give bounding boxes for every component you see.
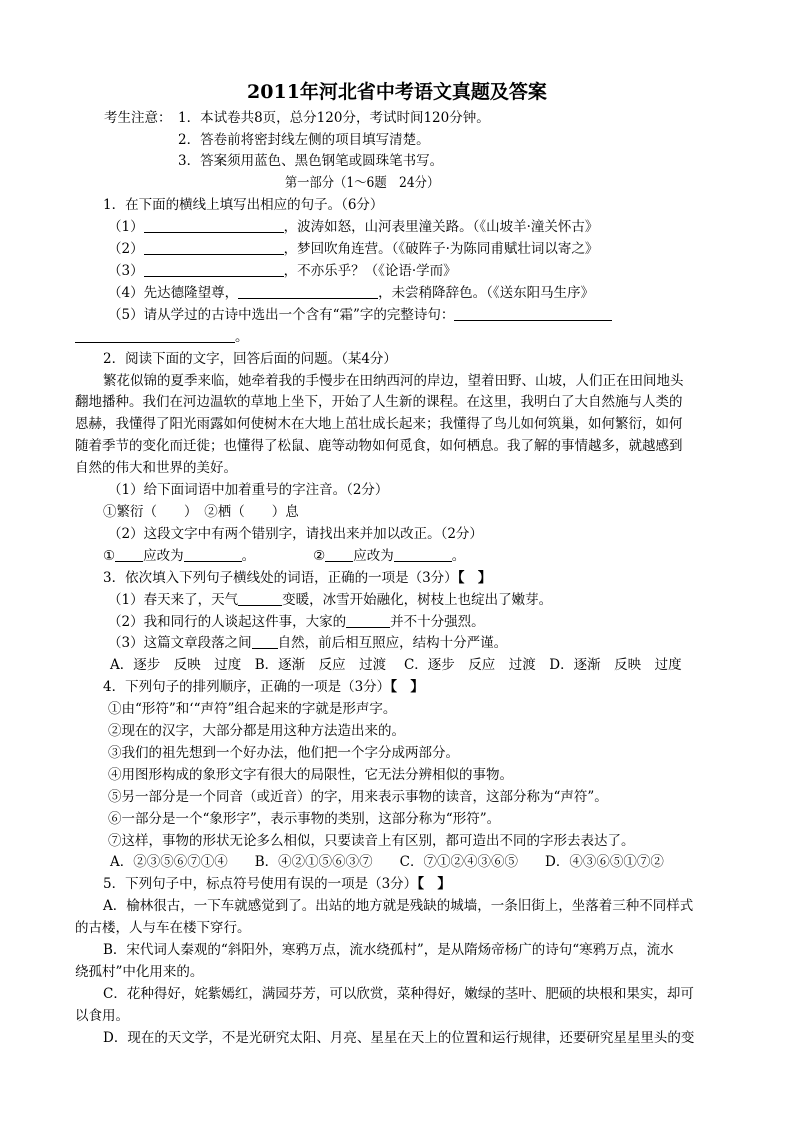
- q3-s1-end: 变暖，冰雪开始融化，树枝上也绽出了嫩芽。: [282, 592, 553, 608]
- q2-sub2-num-2: ②: [313, 548, 326, 564]
- q3-answer-bracket[interactable]: 【 】: [457, 570, 492, 586]
- q1-item-4-text: ，未尝稍降辞色。（《送东阳马生序》: [378, 285, 595, 301]
- q2-sub2-label-2: 应改为: [353, 548, 394, 564]
- q1-item-4: [108, 283, 594, 303]
- q1-blank-2[interactable]: [144, 240, 284, 255]
- q3-blank-3[interactable]: [252, 634, 278, 649]
- q5-option-a-line-2: 的古楼，人与车在楼下穿行。: [75, 920, 251, 936]
- part1-heading: 第一部分（1～6题 24分）: [284, 175, 440, 191]
- q4-options: A．②③⑤⑥⑦①④ B．④②①⑤⑥③⑦ C．⑦①②④③⑥⑤ D．④③⑥⑤①⑦②: [110, 854, 664, 870]
- q1-item-5: [108, 305, 612, 325]
- q5-option-b-line-2: 绕孤村”中化用来的。: [75, 964, 204, 980]
- q3-options: A．逐步 反映 过度 B．逐渐 反应 过渡 C．逐步 反应 过渡 D．逐渐 反映 过度: [110, 657, 682, 673]
- q3-blank-2[interactable]: [346, 613, 390, 628]
- q5-stem: 5．下列句子中，标点符号使用有误的一项是（3分）: [103, 876, 418, 892]
- q1-blank-3[interactable]: [144, 262, 284, 277]
- q2-blank-1b[interactable]: [184, 547, 242, 562]
- q3-sentence-3: [108, 633, 507, 653]
- q1-item-3-num: （3）: [108, 263, 144, 279]
- q2-sub1-items: ①繁衍（ ） ②栖（ ）息: [103, 504, 299, 520]
- q4-answer-bracket[interactable]: 【 】: [390, 679, 424, 695]
- q1-item-2-text: ，梦回吹角连营。（《破阵子·为陈同甫赋壮词以寄之》: [283, 241, 599, 257]
- q1-blank-5b[interactable]: [75, 328, 235, 343]
- q5-option-a-line-1: A．榆林很古，一下车就感觉到了。出站的地方就是残缺的城墙，一条旧街上，坐落着三种不同样式: [103, 898, 694, 914]
- q3-stem-line: [103, 568, 491, 588]
- q5-stem-line: [103, 874, 451, 894]
- q2-passage-line-2: 翻地播种。我们在河边温软的草地上坐下，开始了人生新的课程。在这里，我明白了大自然施与人类的: [75, 394, 683, 410]
- q1-item-3: [108, 261, 457, 281]
- q1-item-3-text: ，不亦乐乎？（《论语·学而》: [283, 263, 457, 279]
- q5-option-b-line-1: B．宋代词人秦观的“斜阳外，寒鸦万点，流水绕孤村”，是从隋炀帝杨广的诗句“寒鸦万点，流水: [103, 942, 674, 958]
- q4-item-3: ③我们的祖先想到一个好办法，他们把一个字分成两部分。: [108, 745, 459, 761]
- q2-sub2-num-1: ①: [103, 548, 116, 564]
- q3-s2-start: （2）我和同行的人谈起这件事，大家的: [108, 614, 347, 630]
- q4-item-6: ⑥一部分是一个“象形字”，表示事物的类别，这部分称为“形符”。: [108, 811, 501, 827]
- q1-item-1: [108, 217, 598, 237]
- q1-item-1-num: （1）: [108, 219, 144, 235]
- q2-sub2-label-1: 应改为: [143, 548, 184, 564]
- q3-stem: 3．依次填入下列句子横线处的词语，正确的一项是（3分）: [103, 570, 458, 586]
- q2-passage-line-1: 繁花似锦的夏季来临，她牵着我的手慢步在田纳西河的岸边，望着田野、山坡，人们正在田间地头: [103, 373, 684, 389]
- notice-label: 考生注意：: [104, 110, 172, 126]
- q2-sub2-end-2: 。: [451, 548, 466, 564]
- q1-blank-1[interactable]: [144, 218, 284, 233]
- q5-option-d-line-1: D．现在的天文学，不是光研究太阳、月亮、星星在天上的位置和运行规律，还要研究星星里头的变: [103, 1030, 695, 1046]
- q1-item-2: [108, 239, 598, 259]
- q2-passage-line-4: 随着季节的变化而迁徙；也懂得了松鼠、鹿等动物如何觅食，如何栖息。我了解的事情越多，就越感到: [75, 438, 683, 454]
- q4-item-5: ⑤另一部分是一个同音（或近音）的字，用来表示事物的读音，这部分称为“声符”。: [108, 789, 608, 805]
- q2-sub2-end-1: 。: [241, 548, 256, 564]
- notice-item-2: 2．答卷前将密封线左侧的项目填写清楚。: [178, 132, 430, 148]
- q4-item-7: ⑦这样，事物的形状无论多么相似，只要读音上有区别，都可造出不同的字形去表达了。: [108, 833, 635, 849]
- q3-blank-1[interactable]: [238, 591, 282, 606]
- notice-item-1: 1．本试卷共8页，总分120分，考试时间120分钟。: [178, 110, 490, 126]
- q4-item-1: ①由“形符”和‘“声符”组合起来的字就是形声字。: [108, 701, 397, 717]
- q4-item-4: ④用图形构成的象形文字有很大的局限性，它无法分辨相似的事物。: [108, 767, 513, 783]
- q3-s3-start: （3）这篇文章段落之间: [108, 635, 252, 651]
- q2-stem: 2．阅读下面的文字，回答后面的问题。（某4分）: [103, 351, 397, 367]
- q5-option-c-line-1: C．花种得好，姹紫嫣红，满园芬芳，可以欣赏，菜种得好，嫩绿的茎叶、肥硕的块根和果实，却可: [103, 986, 694, 1002]
- notice-item-3: 3．答案须用蓝色、黑色钢笔或圆珠笔书写。: [178, 153, 444, 169]
- q2-blank-2a[interactable]: [325, 547, 353, 562]
- q2-blank-2b[interactable]: [394, 547, 452, 562]
- q3-s3-end: 自然，前后相互照应，结构十分严谨。: [277, 635, 508, 651]
- q3-sentence-2: [108, 612, 485, 632]
- q2-sub2-blanks: [103, 546, 465, 566]
- q4-item-2: ②现在的汉字，大部分都是用这种方法造出来的。: [108, 723, 405, 739]
- q2-passage-line-5: 自然的伟大和世界的美好。: [75, 460, 237, 476]
- q2-blank-1a[interactable]: [115, 547, 143, 562]
- q1-tail: 。: [235, 329, 249, 345]
- q1-item-4-num: （4）先达德隆望尊，: [108, 285, 239, 301]
- q4-stem: 4．下列句子的排列顺序，正确的一项是（3分）: [103, 679, 391, 695]
- q1-item-5-text: （5）请从学过的古诗中选出一个含有“霜”字的完整诗句：: [108, 307, 455, 323]
- q3-s2-end: 并不十分强烈。: [390, 614, 485, 630]
- q1-item-5-cont: [75, 327, 249, 347]
- q1-blank-5a[interactable]: [454, 306, 612, 321]
- q3-s1-start: （1）春天来了，天气: [108, 592, 239, 608]
- q3-sentence-1: [108, 590, 552, 610]
- q5-option-c-line-2: 以食用。: [75, 1008, 129, 1024]
- q1-item-2-num: （2）: [108, 241, 144, 257]
- q1-item-1-text: ，波涛如怒，山河表里潼关路。（《山坡羊·潼关怀古》: [283, 219, 599, 235]
- q2-sub2: （2）这段文字中有两个错别字，请找出来并加以改正。（2分）: [108, 526, 483, 542]
- q5-answer-bracket[interactable]: 【 】: [417, 876, 451, 892]
- page-title: 2011年河北省中考语文真题及答案: [247, 81, 547, 103]
- q2-passage-line-3: 恩赫，我懂得了阳光雨露如何使树木在大地上茁壮成长起来；我懂得了鸟儿如何筑巢，如何繁衍，如何: [75, 416, 683, 432]
- q2-sub1: （1）给下面词语中加着重号的字注音。（2分）: [108, 482, 389, 498]
- q1-stem: 1．在下面的横线上填写出相应的句子。（6分）: [103, 197, 384, 213]
- q1-blank-4[interactable]: [238, 284, 378, 299]
- q4-stem-line: [103, 677, 424, 697]
